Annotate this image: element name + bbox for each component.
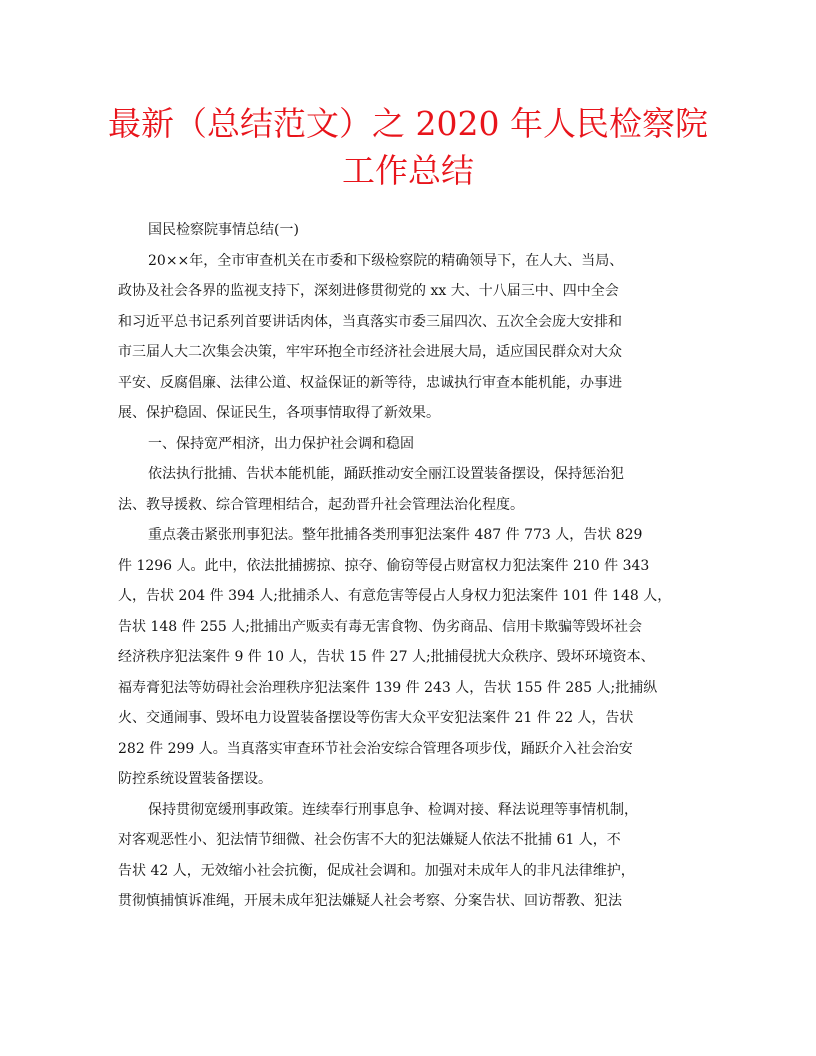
paragraph-line: 展、保护稳固、保证民生，各项事情取得了新效果。: [118, 405, 440, 421]
paragraph-line: 福寿膏犯法等妨碍社会治理秩序犯法案件 139 件 243 人，告状 155 件 285 人;批捕纵: [118, 679, 658, 696]
paragraph-line: 对客观恶性小、犯法情节细微、社会伤害不大的犯法嫌疑人依法不批捕 61 人，不: [118, 832, 621, 848]
paragraph-line: 20××年，全市审查机关在市委和下级检察院的精确领导下，在人大、当局、: [148, 252, 624, 269]
paragraph-line: 平安、反腐倡廉、法律公道、权益保证的新等待，忠诚执行审查本能机能，办事进: [118, 374, 622, 391]
title-line-1: 最新（总结范文）之 2020 年人民检察院: [108, 104, 708, 143]
paragraph-line: 依法执行批捕、告状本能机能，踊跃推动安全丽江设置装备摆设，保持惩治犯: [148, 466, 624, 482]
document-title: [100, 100, 716, 194]
paragraph-line: 保持贯彻宽缓刑事政策。连续奉行刑事息争、检调对接、释法说理等事情机制，: [148, 801, 638, 818]
paragraph-line: 件 1296 人。此中，依法批捕掳掠、掠夺、偷窃等侵占财富权力犯法案件 210 件 343: [118, 557, 650, 574]
paragraph-line: 282 件 299 人。当真落实审查环节社会治安综合管理各项步伐，踊跃介入社会治安: [118, 740, 633, 757]
paragraph-line: 告状 42 人，无效缩小社会抗衡，促成社会调和。加强对未成年人的非凡法律维护，: [118, 862, 635, 879]
paragraph-line: 人，告状 204 件 394 人;批捕杀人、有意危害等侵占人身权力犯法案件 101 件 148 人，: [118, 588, 672, 604]
paragraph-line: 重点袭击紧张刑事犯法。整年批捕各类刑事犯法案件 487 件 773 人，告状 829: [148, 527, 643, 543]
paragraph-line: 告状 148 件 255 人;批捕出产贩卖有毒无害食物、伪劣商品、信用卡欺骗等毁坏社会: [118, 618, 642, 635]
section-heading: 国民检察院事情总结(一): [148, 222, 299, 238]
paragraph-line: 市三届人大二次集会决策，牢牢环抱全市经济社会进展大局，适应国民群众对大众: [118, 344, 622, 360]
section-heading: 一、保持宽严相济，出力保护社会调和稳固: [148, 435, 414, 452]
paragraph-line: 防控系统设置装备摆设。: [118, 771, 272, 787]
paragraph-line: 火、交通闹事、毁坏电力设置装备摆设等伤害大众平安犯法案件 21 件 22 人，告状: [118, 710, 634, 726]
title-line-2: 工作总结: [342, 151, 474, 190]
paragraph-line: 政协及社会各界的监视支持下，深刻进修贯彻党的 xx 大、十八届三中、四中全会: [118, 283, 619, 299]
paragraph-line: 贯彻慎捕慎诉准绳，开展未成年犯法嫌疑人社会考察、分案告状、回访帮教、犯法: [118, 893, 622, 909]
paragraph-line: 经济秩序犯法案件 9 件 10 人，告状 15 件 27 人;批捕侵扰大众秩序、毁坏环境资本、: [118, 649, 655, 665]
document-body: [118, 215, 698, 917]
paragraph-line: 和习近平总书记系列首要讲话肉体，当真落实市委三届四次、五次全会庞大安排和: [118, 313, 622, 330]
paragraph-line: 法、教导援救、综合管理相结合，起劲晋升社会管理法治化程度。: [118, 496, 524, 513]
